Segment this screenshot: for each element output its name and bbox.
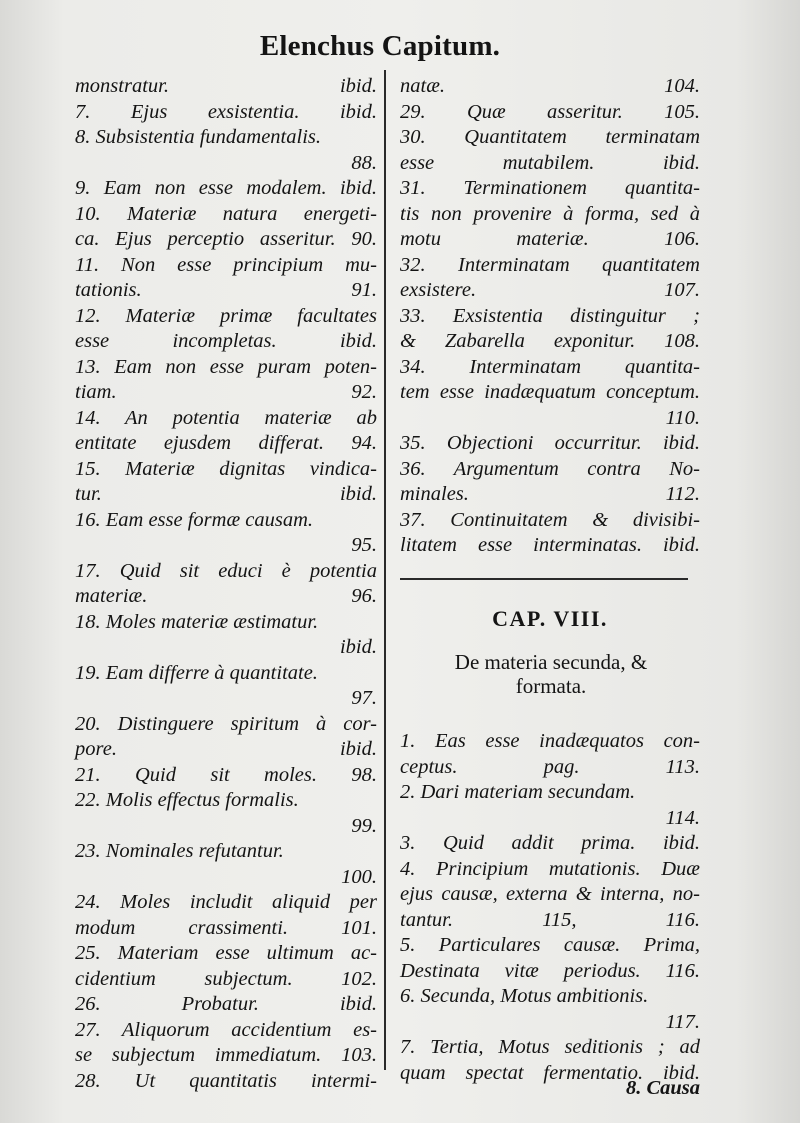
toc-line: 23. Nominales refutantur.	[75, 840, 284, 862]
toc-line: 31. Terminationem quantita-	[400, 177, 700, 199]
toc-line: tiam. 92.	[75, 381, 377, 403]
toc-line: 7. Ejus exsistentia. ibid.	[75, 100, 377, 123]
toc-line: 25. Materiam esse ultimum ac-	[75, 942, 377, 964]
toc-line: 35. Objectioni occurritur. ibid.	[400, 432, 700, 454]
toc-page-number: 114.	[665, 806, 700, 829]
toc-line: 8. Subsistentia fundamentalis.	[75, 126, 321, 148]
toc-line: 15. Materiæ dignitas vindica-	[75, 457, 377, 480]
toc-line: 5. Particulares causæ. Prima,	[400, 934, 700, 956]
toc-line: 14. An potentia materiæ ab	[75, 406, 377, 429]
toc-page-number: 97.	[351, 687, 377, 709]
toc-line: 16. Eam esse formæ causam.	[75, 508, 314, 531]
toc-line: 18. Moles materiæ æstimatur.	[75, 610, 319, 633]
toc-line: tem esse inadæquatum conceptum.	[400, 381, 700, 403]
section-rule	[400, 578, 688, 580]
toc-page-number: 99.	[351, 814, 377, 837]
chapter-heading: CAP. VIII.	[492, 606, 608, 631]
toc-line: 37. Continuitatem & divisibi-	[400, 508, 700, 531]
toc-line: 33. Exsistentia distinguitur ;	[400, 304, 700, 327]
toc-line: 24. Moles includit aliquid per	[75, 891, 377, 913]
column-divider	[384, 70, 386, 1070]
toc-page-number: 100.	[341, 865, 377, 888]
toc-line: 10. Materiæ natura energeti-	[75, 202, 377, 225]
toc-line: cidentium subjectum. 102.	[75, 967, 377, 990]
toc-line: natæ. 104.	[400, 75, 700, 97]
toc-line: 7. Tertia, Motus seditionis ; ad	[400, 1036, 700, 1058]
toc-line: 26. Probatur. ibid.	[75, 993, 377, 1015]
toc-line: 1. Eas esse inadæquatos con-	[400, 730, 700, 752]
toc-line: 28. Ut quantitatis intermi-	[75, 1069, 377, 1092]
left-column	[75, 74, 377, 1094]
toc-line: ceptus. pag. 113.	[400, 755, 700, 778]
toc-line: tationis. 91.	[75, 279, 377, 301]
toc-line: minales. 112.	[400, 483, 700, 505]
toc-line: ejus causæ, externa & interna, no-	[400, 883, 700, 905]
chapter-subtitle	[420, 650, 682, 698]
chapter-subtitle-line: formata.	[515, 674, 587, 698]
toc-line: esse incompletas. ibid.	[75, 330, 377, 352]
toc-line: 13. Eam non esse puram poten-	[75, 355, 377, 378]
toc-line: pore. ibid.	[75, 738, 377, 760]
toc-line: 12. Materiæ primæ facultates	[75, 304, 377, 327]
toc-page-number: 95.	[351, 534, 377, 556]
toc-line: 19. Eam differre à quantitate.	[75, 661, 318, 684]
toc-line: tantur. 115, 116.	[400, 908, 700, 931]
toc-line: 29. Quæ asseritur. 105.	[400, 100, 700, 123]
toc-page-number: 110.	[665, 406, 700, 429]
toc-line: 30. Quantitatem terminatam	[400, 126, 700, 148]
toc-line: 2. Dari materiam secundam.	[400, 781, 636, 803]
toc-line: exsistere. 107.	[400, 279, 700, 301]
toc-line: 21. Quid sit moles. 98.	[75, 763, 377, 786]
toc-line: 36. Argumentum contra No-	[400, 457, 700, 480]
chapter-entries	[400, 729, 700, 1086]
toc-line: 9. Eam non esse modalem. ibid.	[75, 177, 377, 199]
toc-line: quam spectat fermentatio. ibid.	[400, 1061, 700, 1084]
toc-line: 22. Molis effectus formalis.	[75, 789, 299, 811]
toc-line: litatem esse interminatas. ibid.	[400, 534, 700, 556]
toc-line: monstratur. ibid.	[75, 75, 377, 97]
toc-page-number: ibid.	[339, 636, 377, 658]
toc-line: 34. Interminatam quantita-	[400, 355, 700, 378]
toc-line: 4. Principium mutationis. Duæ	[400, 857, 700, 880]
toc-line: 3. Quid addit prima. ibid.	[400, 832, 700, 854]
toc-line: entitate ejusdem differat. 94.	[75, 432, 377, 454]
toc-line: & Zabarella exponitur. 108.	[400, 330, 700, 352]
toc-line: 11. Non esse principium mu-	[75, 253, 377, 276]
toc-line: 6. Secunda, Motus ambitionis.	[400, 985, 649, 1007]
chapter-subtitle-line: De materia secunda, &	[454, 650, 648, 674]
toc-line: esse mutabilem. ibid.	[400, 151, 700, 174]
toc-line: tur. ibid.	[75, 483, 377, 505]
page-title: Elenchus Capitum.	[259, 30, 501, 62]
toc-line: tis non provenire à forma, sed à	[400, 202, 700, 225]
toc-page-number: 88.	[351, 151, 377, 174]
toc-line: 32. Interminatam quantitatem	[400, 253, 700, 276]
toc-line: 20. Distinguere spiritum à cor-	[75, 712, 377, 735]
toc-line: modum crassimenti. 101.	[75, 916, 377, 939]
toc-line: se subjectum immediatum. 103.	[75, 1044, 377, 1066]
toc-line: 17. Quid sit educi è potentia	[75, 559, 377, 582]
toc-line: ca. Ejus perceptio asseritur. 90.	[75, 228, 377, 250]
right-column	[400, 74, 700, 559]
toc-line: motu materiæ. 106.	[400, 228, 700, 250]
toc-page-number: 117.	[665, 1010, 700, 1033]
toc-line: 27. Aliquorum accidentium es-	[75, 1018, 377, 1041]
toc-line: Destinata vitæ periodus. 116.	[400, 959, 700, 982]
catchword: 8. Causa	[625, 1077, 700, 1099]
toc-line: materiæ. 96.	[75, 585, 377, 607]
